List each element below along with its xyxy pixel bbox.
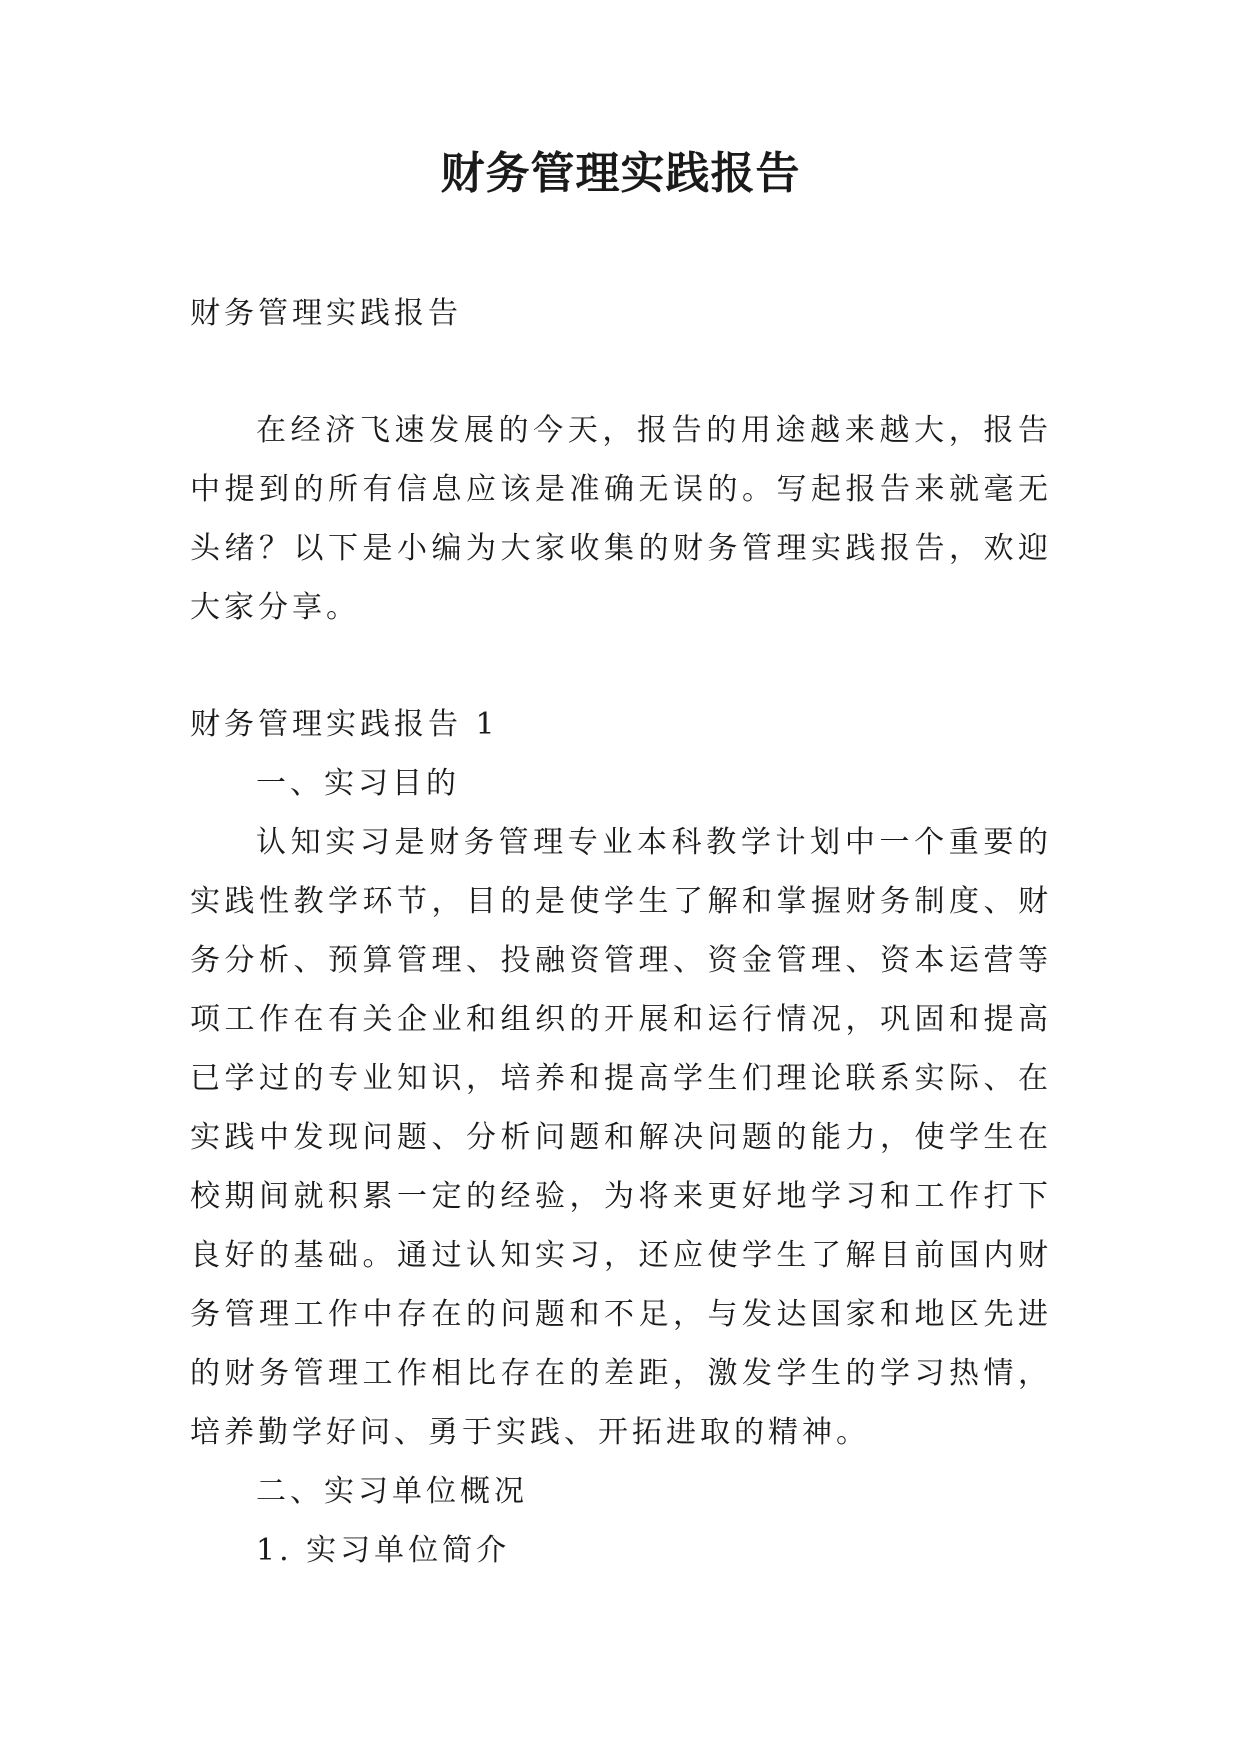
section-title: 财务管理实践报告 1 <box>190 707 499 742</box>
spacer <box>190 343 1052 401</box>
subheading-unit-intro: 1. 实习单位简介 <box>256 1533 511 1568</box>
purpose-paragraph: 认知实习是财务管理专业本科教学计划中一个重要的实践性教学环节，目的是使学生了解和掌握财务制度、财务分析、预算管理、投融资管理、资金管理、资本运营等项工作在有关企业和组织的开展和运行情况，巩固和提高已学过的专业知识，培养和提高学生们理论联系实际、在实践中发现问题、分析问题和解决问题的能力，使学生在校期间就积累一定的经验，为将来更好地学习和工作打下良好的基础。通过认知实习，还应使学生了解目前国内财务管理工作中存在的问题和不足，与发达国家和地区先进的财务管理工作相比存在的差距，激发学生的学习热情，培养勤学好问、勇于实践、开拓进取的精神。 <box>190 825 1052 1450</box>
heading-unit-overview: 二、实习单位概况 <box>256 1474 528 1509</box>
page-title: 财务管理实践报告 <box>440 148 801 199</box>
document-body <box>190 284 1052 1580</box>
intro-paragraph: 在经济飞速发展的今天，报告的用途越来越大，报告中提到的所有信息应该是准确无误的。写起报告来就毫无头绪？以下是小编为大家收集的财务管理实践报告，欢迎大家分享。 <box>190 413 1052 625</box>
document-subtitle: 财务管理实践报告 <box>190 296 462 331</box>
spacer <box>190 637 1052 695</box>
heading-purpose: 一、实习目的 <box>256 766 460 801</box>
